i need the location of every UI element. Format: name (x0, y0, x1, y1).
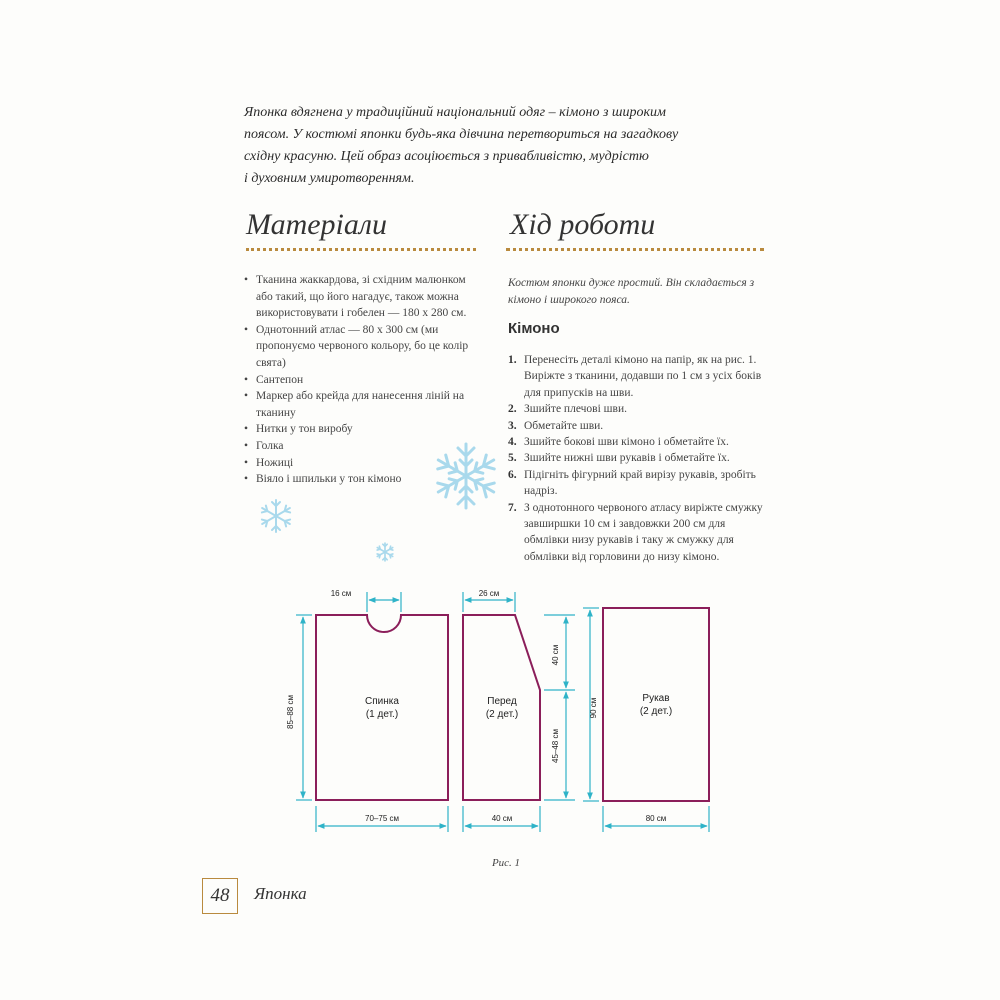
materials-item: • Тканина жаккардова, зі східним малюнком або такий, що його нагадує, також можна використовувати і гобелен — 180 х 280 см. (244, 272, 476, 322)
step-text: Зшийте бокові шви кімоно і обметайте їх. (524, 436, 729, 449)
intro-paragraph (244, 102, 764, 190)
step-text: З однотонного червоного атласу виріжте смужку завширшки 10 см і завдовжки 200 см для обмлівки низу рукавів і таку ж смужку для обмлівки від горловини до низу кімоно. (524, 501, 763, 563)
intro-line: і духовним умиротворенням. (244, 171, 415, 186)
step-number: 2. (508, 403, 517, 416)
materials-item: • Віяло і шпильки у тон кімоно (244, 471, 476, 488)
snowflake-icon (430, 440, 502, 512)
step-number: 1. (508, 354, 517, 366)
materials-item: • Ножиці (244, 455, 476, 472)
materials-item: • Нитки у тон виробу (244, 421, 476, 438)
materials-title: Матеріали (246, 208, 387, 241)
intro-line: східну красуню. Цей образ асоціюється з привабливістю, мудрістю (244, 149, 649, 164)
back-width-label: 70–75 см (365, 814, 399, 823)
step-text: Перенесіть деталі кімоно на папір, як на рис. 1. Виріжте з тканини, додавши по 1 см з усіх боків для припусків на шви. (524, 354, 762, 399)
step-item (508, 401, 768, 417)
sleeve-width-label: 80 см (645, 814, 667, 823)
step-item (508, 434, 768, 450)
front-piece-outline (463, 615, 540, 800)
steps-list (508, 352, 768, 565)
step-text: Підігніть фігурний край вирізу рукавів, зробіть надріз. (524, 468, 756, 498)
step-item (508, 418, 768, 434)
front-lower-label: 45–48 см (551, 729, 560, 763)
figure-caption: Рис. 1 (491, 857, 521, 869)
intro-line: Японка вдягнена у традиційний національний одяг – кімоно з широким (244, 105, 666, 120)
step-text: Обметайте шви. (524, 419, 604, 432)
progress-intro: Костюм японки дуже простий. Він складається з кімоно і широкого пояса. (508, 277, 755, 306)
sleeve-height-label: 90 см (589, 697, 598, 719)
step-item (508, 352, 768, 401)
step-number: 6. (508, 468, 517, 481)
page-number: 48 (202, 878, 238, 914)
front-piece-label: Перед (487, 696, 517, 707)
front-height-dimension (544, 615, 575, 800)
back-piece-outline (316, 615, 448, 800)
back-neck-dimension (367, 592, 401, 612)
snowflake-icon (258, 498, 294, 534)
progress-divider (506, 248, 764, 251)
running-head: Японка (254, 884, 307, 903)
materials-item: • Сантепон (244, 372, 476, 389)
kimono-pattern-diagram (270, 580, 730, 840)
materials-divider (246, 248, 476, 251)
step-text: Зшийте плечові шви. (524, 403, 627, 416)
back-neck-label: 16 см (330, 589, 352, 598)
back-piece-label: Спинка (365, 696, 399, 707)
sleeve-piece-outline (603, 608, 709, 801)
step-number: 7. (508, 501, 517, 514)
step-item (508, 450, 768, 466)
kimono-subhead: Кімоно (508, 320, 560, 337)
step-item (508, 467, 768, 500)
materials-item: • Маркер або крейда для нанесення ліній на тканину (244, 388, 476, 421)
step-item (508, 500, 768, 566)
front-upper-label: 40 см (551, 644, 560, 666)
back-height-dimension (296, 615, 312, 800)
step-number: 5. (508, 452, 517, 465)
progress-title: Хід роботи (510, 208, 656, 241)
intro-line: поясом. У костюмі японки будь-яка дівчина перетвориться на загадкову (244, 127, 679, 142)
front-piece-count: (2 дет.) (485, 709, 519, 720)
materials-item: • Однотонний атлас — 80 х 300 см (ми пропонуємо червоного кольору, бо це колір свята) (244, 322, 476, 372)
back-height-label: 85–88 см (286, 695, 295, 729)
front-top-label: 26 см (478, 589, 500, 598)
materials-item: • Голка (244, 438, 476, 455)
step-number: 3. (508, 419, 517, 432)
front-width-label: 40 см (491, 814, 513, 823)
step-text: Зшийте нижні шви рукавів і обметайте їх. (524, 452, 730, 465)
sleeve-piece-count: (2 дет.) (639, 706, 673, 717)
step-number: 4. (508, 436, 517, 449)
sleeve-piece-label: Рукав (642, 693, 670, 704)
snowflake-icon (375, 542, 395, 562)
back-piece-count: (1 дет.) (365, 709, 399, 720)
